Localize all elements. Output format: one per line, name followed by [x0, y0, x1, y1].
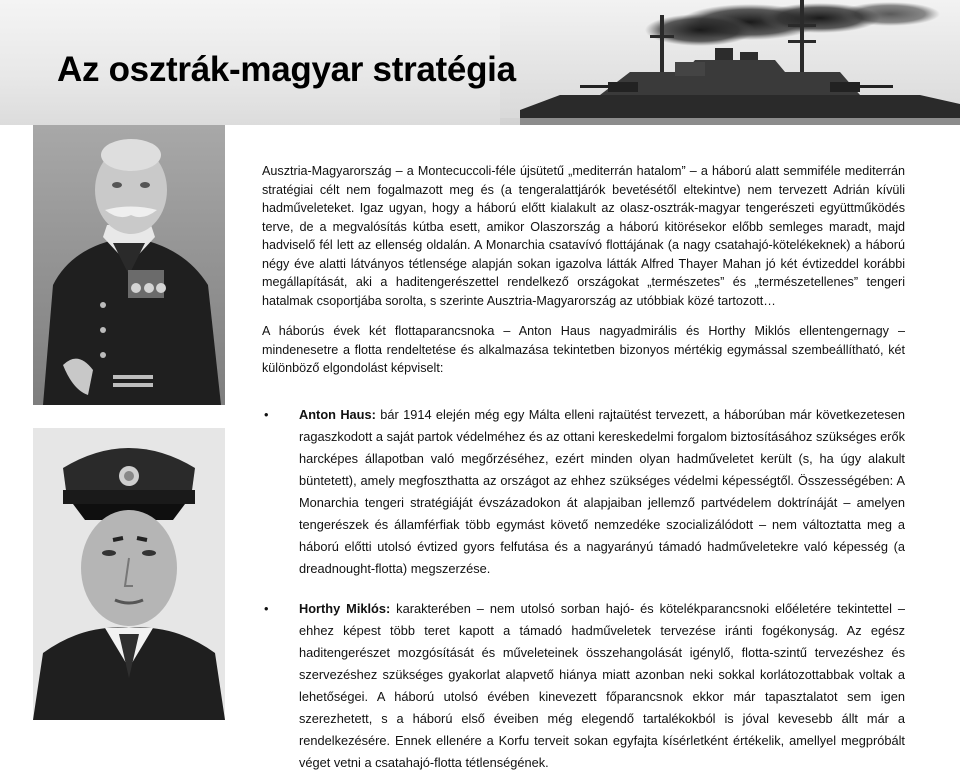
- portrait-horthy: [33, 428, 225, 720]
- commanders-paragraph: A háborús évek két flottaparancsnoka – Anton Haus nagyadmirális és Horthy Miklós ellentengernagy – mindenesetre a flotta rendeltetése és alkalmazása tekintetben bizonyos mértékig egymással szembeállítható, két különböző elgondolást képviselt:: [262, 324, 905, 375]
- bullet-name: Horthy Miklós:: [299, 600, 391, 616]
- slide-title: Az osztrák-magyar stratégia: [57, 50, 516, 89]
- bullet-icon: •: [264, 600, 269, 616]
- bullet-text: karakterében – nem utolsó sorban hajó- és kötelékparancsnoki előéletére tekintettel – ehhez képest több teret kapott a támadó hadműveletek tervezése iránti fogékonyság. Az egész haditengerészet mozgósítását és műveleteinek összehangolását igénylő, flotta-szintű tervezéshez és szervezéshez szükséges gyakorlat alapvető hiánya miatt azonban neki sokkal korlátozottabbak voltak a lehetőségei. A háború utolsó évében kinevezett főparancsnok ekkor már tapasztalatot sem igen szerezhetett, s a háború első éveiben még elegendő tartalékokból is jóval kevesebb állt már a rendelkezésére. Ennek ellenére a Korfu terveit sokan egyfajta kísérletként értékelik, amellyel megpróbált véget vetni a csatahajó-flotta tétlenségének.: [299, 600, 905, 770]
- content-area: [262, 162, 905, 774]
- battleship-photo-icon: [500, 0, 960, 125]
- portrait-haus: [33, 125, 225, 405]
- commander-list: [262, 404, 905, 774]
- bullet-name: Anton Haus:: [299, 406, 376, 422]
- list-item-horthy: [262, 598, 905, 774]
- admiral-portrait-icon: [33, 125, 225, 405]
- bullet-text: bár 1914 elején még egy Málta elleni rajtaütést tervezett, a háborúban már következetesen ragaszkodott a saját partok védelméhez és az ottani kereskedelmi forgalom biztosításához szükséges erők harcképes állapotban való megőrzéséhez, ezért minden olyan hadműveletet került (s, ha úgy alakult büntetett), amely megfoszthatta az országot az ehhez szükséges védelmi képességtől. Összességében: A Monarchia tengeri stratégiáját évszázadokon át alapjaiban jellemző partvédelem doktrínáját – amelyen tengerészek és államférfiak több egymást követő nemzedéke szocializálódott – nem változtatta meg a háború előtti utolsó évtized gyors felfutása és a nagyarányú támadó hadműveletekre való képesség (a dreadnought-flotta) megszerzése.: [299, 406, 905, 576]
- list-item-haus: [262, 404, 905, 580]
- intro-paragraph: Ausztria-Magyarország – a Montecuccoli-féle újsütetű „mediterrán hatalom” – a háború alatt semmiféle mediterrán stratégiai célt nem fogalmazott meg és (a tengeralattjárók bevetésétől eltekintve) nem tervezett Adrián kívüli hadműveleteket. Igaz ugyan, hogy a háború előtt kialakult az olasz-osztrák-magyar tengerészeti együttműködés terve, de a megvalósítás kútba esett, amikor Olaszország a háború kitörésekor előbb semleges maradt, majd hadviselő fél lett az ellenség oldalán. A Monarchia csatavívó flottájának (a nagy csatahajó-kötelékeknek) a háború négy éve alatti látványos tétlensége alapján sokan igazolva látták Alfred Thayer Mahan jó két évtizeddel korábbi megállapítását, aki a haditengerészettel rendelkező országokat „természetes” és „természetellenes” tengeri hatalmak csoportjába sorolta, s szerinte Ausztria-Magyarország az utóbbiak közé tartozott…: [262, 164, 905, 308]
- bullet-icon: •: [264, 406, 269, 422]
- header-band: [0, 0, 960, 125]
- officer-portrait-icon: [33, 428, 225, 720]
